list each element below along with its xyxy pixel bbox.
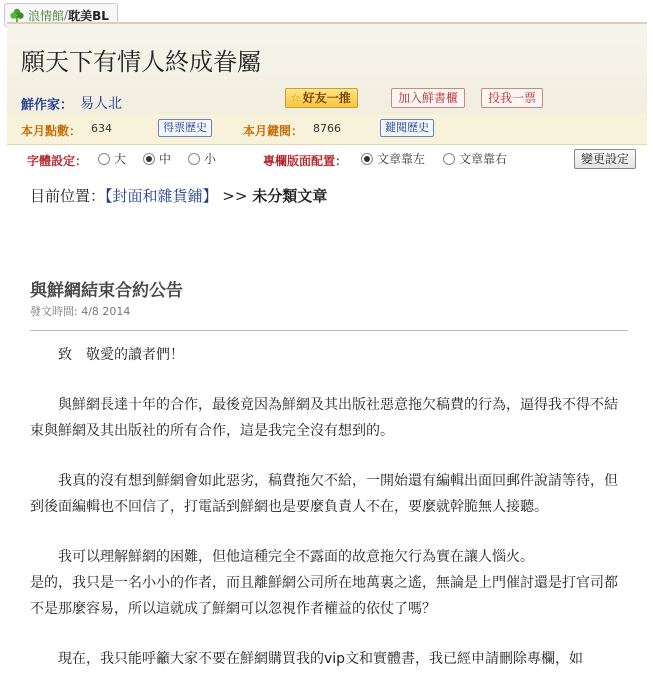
location-label: 目前位置： bbox=[30, 187, 106, 205]
clover-icon bbox=[9, 7, 25, 23]
author-label: 鮮作家： bbox=[21, 98, 74, 113]
font-size-label: 字體設定： bbox=[27, 154, 88, 168]
stats-bar bbox=[7, 114, 647, 145]
vote-button[interactable]: 投我一票 bbox=[481, 88, 543, 108]
monthly-points-value: 634 bbox=[91, 122, 112, 135]
radio-dot-selected bbox=[361, 153, 373, 165]
layout-right-radio[interactable]: 文章靠右 bbox=[443, 150, 507, 167]
apply-settings-button[interactable]: 變更設定 bbox=[574, 149, 636, 169]
view-history-button[interactable]: 鍵閱歷史 bbox=[380, 119, 434, 137]
radio-dot bbox=[188, 153, 200, 165]
font-size-large-radio[interactable]: 大 bbox=[98, 150, 126, 167]
divider bbox=[30, 330, 628, 331]
font-size-small-radio[interactable]: 小 bbox=[188, 150, 216, 167]
category-link[interactable]: 耽美BL bbox=[68, 8, 109, 23]
settings-bar bbox=[7, 144, 647, 174]
column-title: 願天下有情人終成眷屬 bbox=[21, 48, 261, 76]
layout-label: 專欄版面配置： bbox=[263, 154, 348, 168]
post-content bbox=[30, 342, 630, 696]
monthly-views-label: 本月鍵閱： bbox=[243, 124, 304, 138]
monthly-views-value: 8766 bbox=[313, 122, 341, 135]
paragraph: 與鮮網長達十年的合作，最後竟因為鮮網及其出版社惡意拖欠稿費的行為，逼得我不得不結束與鮮網及其出版社的所有合作，這是我完全沒有想到的。 bbox=[30, 397, 618, 439]
paragraph: 我可以理解鮮網的困難，但他這種完全不露面的故意拖欠行為實在讓人惱火。 是的，我只是一名小小的作者，而且離鮮網公司所在地萬裏之遙，無論是上門催討還是打官司都不是那麼容易，所以這就成了鮮網可以忽視作者權益的依仗了嗎？ bbox=[30, 549, 618, 617]
breadcrumb-current: 未分類文章 bbox=[252, 187, 328, 205]
site-name-link[interactable]: 浪情館 bbox=[28, 8, 65, 23]
add-to-shelf-button[interactable]: 加入鮮書櫃 bbox=[391, 88, 465, 108]
post-title: 與鮮網結束合約公告 bbox=[30, 281, 183, 301]
breadcrumb-arrow: >> bbox=[217, 187, 253, 205]
breadcrumb-link-cover[interactable]: 【封面和雜貨鋪】 bbox=[105, 187, 218, 205]
vote-history-button[interactable]: 得票歷史 bbox=[158, 119, 212, 137]
crumb-separator: / bbox=[64, 8, 69, 22]
layout-left-radio[interactable]: 文章靠左 bbox=[361, 150, 425, 167]
author-name-link[interactable]: 易人北 bbox=[80, 96, 122, 112]
recommend-button[interactable] bbox=[285, 88, 358, 108]
radio-dot-selected bbox=[143, 153, 155, 165]
post-date: 發文時間: 4/8 2014 bbox=[30, 305, 131, 318]
paragraph: 現在，我只能呼籲大家不要在鮮網購買我的vip文和實體書，我已經申請刪除專欄，如 bbox=[58, 651, 584, 667]
radio-dot bbox=[98, 153, 110, 165]
font-size-medium-radio[interactable]: 中 bbox=[143, 150, 171, 167]
star-icon: ☆ bbox=[290, 91, 301, 105]
recommend-label: 好友一推 bbox=[302, 91, 351, 105]
monthly-points-label: 本月點數： bbox=[21, 124, 82, 138]
paragraph: 我真的沒有想到鮮網會如此惡劣，稿費拖欠不給，一開始還有編輯出面回郵件說請等待，但到後面編輯也不回信了，打電話到鮮網也是要麼負責人不在，要麼就幹脆無人接聽。 bbox=[30, 473, 618, 515]
paragraph: 致 敬愛的讀者們！ bbox=[58, 347, 184, 363]
radio-dot bbox=[443, 153, 455, 165]
breadcrumb bbox=[30, 185, 327, 206]
column-header bbox=[7, 22, 647, 114]
